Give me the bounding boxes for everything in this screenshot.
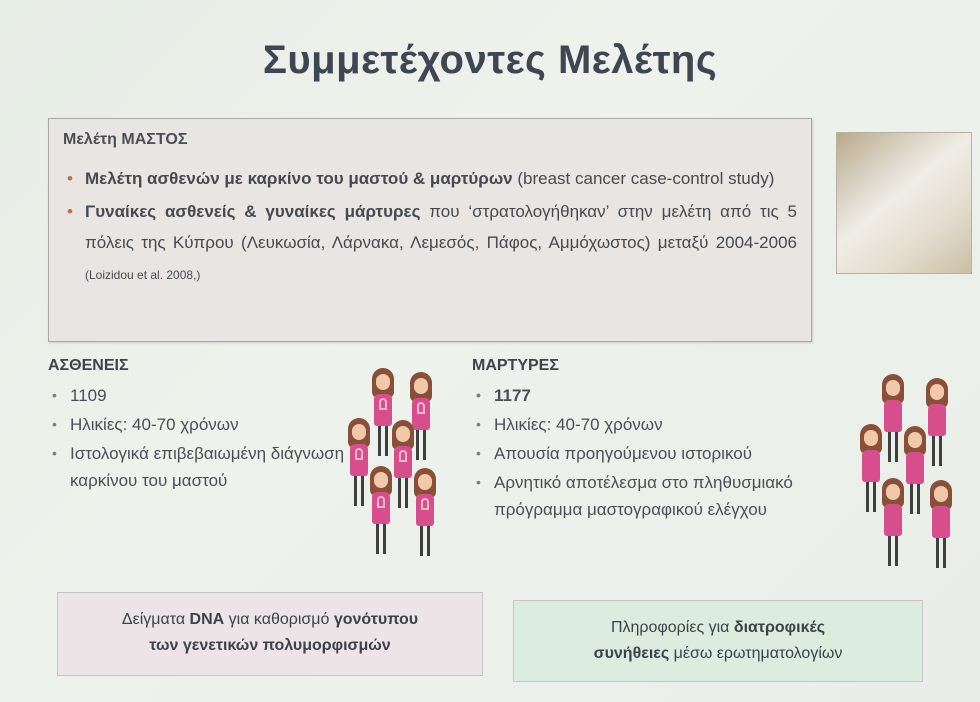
dna-line-2: των γενετικών πολυμορφισμών <box>149 637 391 654</box>
study-bullet <box>63 196 797 291</box>
study-bullet-bold: Μελέτη ασθενών με καρκίνο του μαστού & μαρτύρων <box>85 169 513 188</box>
diet-line-2 <box>514 641 922 667</box>
list-item: • Αρνητικό αποτέλεσμα στο πληθυσμιακό πρόγραμμα μαστογραφικού ελέγχου <box>472 469 842 523</box>
list-item: • 1177 <box>472 382 842 409</box>
dna-text-bold: DNA <box>189 611 225 628</box>
woman-figure-icon <box>408 468 442 560</box>
list-item: • 1109 <box>48 382 348 409</box>
dna-samples-box <box>57 592 483 676</box>
list-item: • Ηλικίες: 40-70 χρόνων <box>472 411 842 438</box>
study-bullet-text: (breast cancer case-control study) <box>512 169 775 188</box>
controls-women-illustration <box>852 374 974 574</box>
patients-women-illustration <box>342 368 452 558</box>
dna-text-bold: γονότυπου <box>333 611 419 628</box>
diet-line-1 <box>514 615 922 641</box>
list-item: • Ηλικίες: 40-70 χρόνων <box>48 411 348 438</box>
study-description-box <box>48 118 812 342</box>
diet-text: Πληροφορίες για <box>610 619 734 636</box>
patients-list <box>48 382 348 496</box>
controls-heading: ΜΑΡΤΥΡΕΣ <box>472 357 559 374</box>
study-heading: Μελέτη ΜΑΣΤΟΣ <box>63 131 188 148</box>
study-bullet-list <box>63 163 797 291</box>
woman-figure-icon <box>876 478 910 570</box>
breast-photo-image <box>836 132 972 274</box>
dna-line-1 <box>58 607 482 633</box>
page-title: Συμμετέχοντες Μελέτης <box>262 38 718 82</box>
study-bullet-bold: Γυναίκες ασθενείς & γυναίκες μάρτυρες <box>85 202 421 221</box>
diet-info-box <box>513 600 923 682</box>
citation: (Loizidou et al. 2008,) <box>85 268 201 282</box>
diet-text: μέσω ερωτηματολογίων <box>669 645 843 662</box>
woman-figure-icon <box>924 480 958 572</box>
list-item: • Ιστολογικά επιβεβαιωμένη διάγνωση καρκίνου του μαστού <box>48 440 348 494</box>
diet-text-bold: διατροφικές <box>733 619 826 636</box>
study-bullet-text: που ‘στρατολογήθηκαν’ στην μελέτη από τις 5 πόλεις της Κύπρου (Λευκωσία, Λάρνακα, Λεμεσός, Πάφος, Αμμόχωστος) μεταξύ 2004-2006 <box>85 202 797 252</box>
list-item: • Απουσία προηγούμενου ιστορικού <box>472 440 842 467</box>
woman-figure-icon <box>364 466 398 558</box>
dna-text: Δείγματα <box>121 611 190 628</box>
controls-list <box>472 382 842 525</box>
dna-text: για καθορισμό <box>224 611 334 628</box>
patients-heading: ΑΣΘΕΝΕΙΣ <box>48 357 129 374</box>
diet-text-bold: συνήθειες <box>593 645 670 662</box>
study-bullet <box>63 163 797 194</box>
